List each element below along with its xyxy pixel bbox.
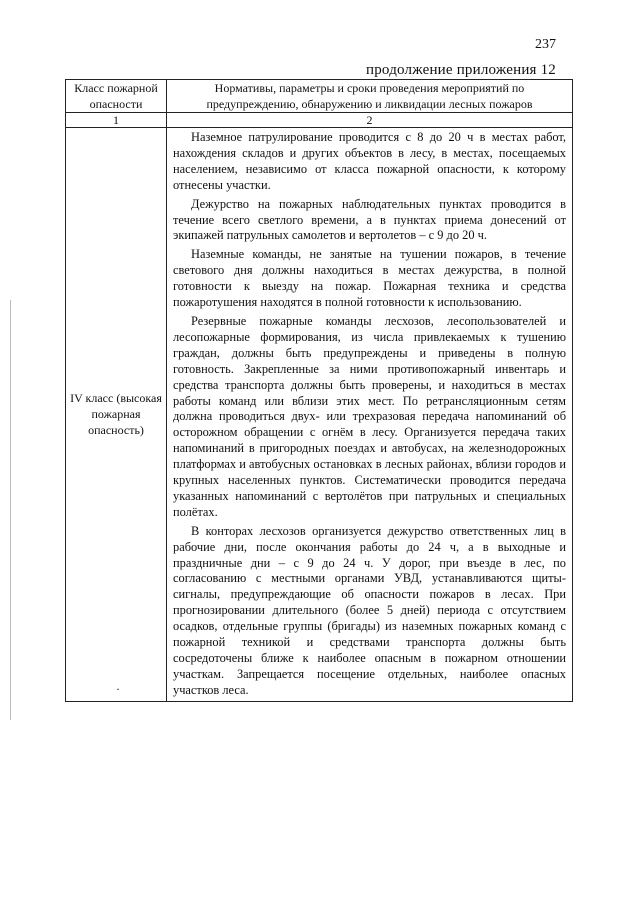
fire-class-cell <box>66 128 167 702</box>
header-regulations: Нормативы, параметры и сроки проведения мероприятий по предупреждению, обнаружению и ликвидации лесных пожаров <box>167 80 573 113</box>
paragraph-office-duty: В конторах лесхозов организуется дежурство ответственных лиц в рабочие дни, после окончания работы до 24 ч, а в выходные и праздничные дни – с 9 до 24 ч. У дорог, при въезде в лес, по согласованию с местными органами УВД, устанавливаются щиты-сигналы, предупреждающие об опасности пожаров в лесах. При прогнозировании длительного (более 5 дней) периода с отсутствием осадков, отдельные группы (бригады) из наземных пожарных команд с пожарной техникой и средствами транспорта должны быть сосредоточены ближе к наиболее опасным в пожарном отношении участкам. Запрещается посещение отдельных, наиболее опасных участков леса. <box>173 523 566 697</box>
scan-edge-line <box>10 300 11 720</box>
fire-class-label: IV класс (высокая пожарная опасность) <box>70 391 162 438</box>
paragraph-observation-duty: Дежурство на пожарных наблюдательных пунктах проводится в течение всего светлого времени, а в пунктах приема донесений от экипажей патрульных самолетов и вертолетов – с 9 до 20 ч. <box>173 196 566 243</box>
paragraph-ground-teams: Наземные команды, не занятые на тушении пожаров, в течение светового дня должны находиться в местах дежурства, в полной готовности к выезду на пожар. Пожарная техника и средства пожаротушения находятся в полной готовности к использованию. <box>173 247 566 310</box>
regulations-cell <box>167 128 573 702</box>
header-fire-class: Класс пожарной опасности <box>66 80 167 113</box>
regulations-table <box>65 79 573 702</box>
page-number: 237 <box>535 37 556 52</box>
paragraph-reserve-teams: Резервные пожарные команды лесхозов, лесопользователей и лесопожарные формирования, из числа привлекаемых к тушению граждан, должны быть предупреждены и приведены в полную готовность. Закрепленные за ними противопожарный инвентарь и средства транспорта должны быть проверены, и находиться в местах работы команд или вблизи этих мест. По ретрансляционным сетям должна проводиться двух- или трехразовая передача напоминаний об осторожном обращении с огнём в лесу. Организуется передача таких напоминаний в пригородных поездах и автобусах, на железнодорожных платформах и автобусных остановках в лесных районах, вблизи городов и крупных населенных пунктов. Систематически проводится передача указанных напоминаний с вертолётов при патрульных и специальных полётах. <box>173 313 566 519</box>
column-number-1: 1 <box>66 113 167 128</box>
class-cell-mark: · <box>116 681 120 696</box>
table-row <box>66 128 573 702</box>
column-number-2: 2 <box>167 113 573 128</box>
table-header-row <box>66 80 573 113</box>
paragraph-ground-patrol: Наземное патрулирование проводится с 8 до 20 ч в местах работ, нахождения складов и других объектов в лесу, в местах, посещаемых населением, независимо от класса пожарной опасности, к которому отнесены участки. <box>173 130 566 192</box>
continuation-label: продолжение приложения 12 <box>366 62 556 78</box>
column-number-row <box>66 113 573 128</box>
